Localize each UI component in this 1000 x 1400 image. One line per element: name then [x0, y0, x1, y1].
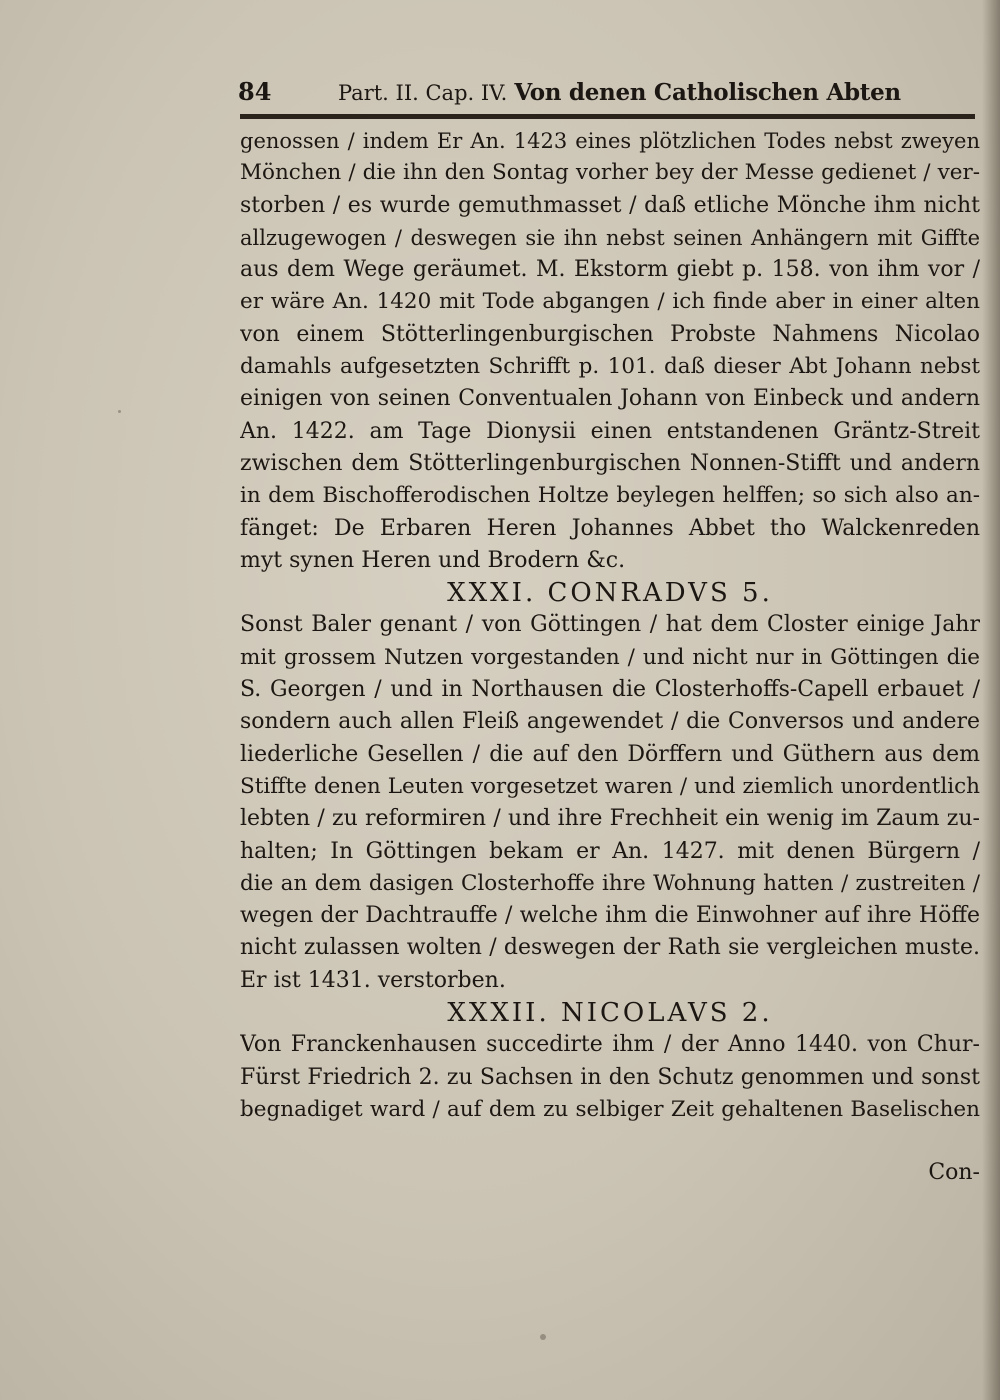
- text-line: sondern auch allen Fleiß angewendet / die Conversos und andere: [240, 709, 980, 735]
- paragraph-continuation: [240, 125, 980, 577]
- text-line: wegen der Dachtrauffe / welche ihm die Einwohner auf ihre Höffe: [240, 903, 980, 929]
- text-line: nicht zulassen wolten / deswegen der Rath sie vergleichen muste.: [240, 935, 980, 961]
- text-line: liederliche Gesellen / die auf den Dörffern und Güthern aus dem: [240, 741, 980, 767]
- text-line: Fürst Friedrich 2. zu Sachsen in den Schutz genommen und sonst: [240, 1064, 980, 1090]
- text-line: Er ist 1431. verstorben.: [240, 967, 506, 993]
- text-line: An. 1422. am Tage Dionysii einen entstandenen Gräntz-Streit: [240, 418, 980, 444]
- text-line: er wäre An. 1420 mit Tode abgangen / ich finde aber in einer alten: [240, 289, 980, 315]
- catchword: Con-: [928, 1160, 980, 1185]
- running-title: Part. II. Cap. IV.: [338, 81, 508, 105]
- text-line: aus dem Wege geräumet. M. Ekstorm giebt p. 158. von ihm vor /: [240, 257, 980, 283]
- paper-speck: [118, 410, 121, 413]
- text-line: storben / es wurde gemuthmasset / daß etliche Mönche ihm nicht: [240, 192, 980, 218]
- text-line: genossen / indem Er An. 1423 eines plötzlichen Todes nebst zweyen: [240, 129, 980, 153]
- paragraph-conradus: [240, 609, 980, 997]
- text-line: die an dem dasigen Closterhoffe ihre Wohnung hatten / zustreiten /: [240, 870, 980, 896]
- text-line: halten; In Göttingen bekam er An. 1427. mit denen Bürgern /: [240, 838, 980, 864]
- text-line: einigen von seinen Conventualen Johann von Einbeck und andern: [240, 386, 980, 412]
- section-heading-nicolaus: XXXII. NICOLAVS 2.: [447, 998, 773, 1029]
- running-title-fraktur: Von denen Catholischen Abten: [514, 79, 901, 106]
- page-number: 84: [238, 77, 272, 106]
- page-edge-shadow: [982, 0, 1000, 1400]
- text-line: von einem Stötterlingenburgischen Probste Nahmens Nicolao: [240, 321, 980, 347]
- paragraph-nicolaus: [240, 1029, 980, 1126]
- text-line: damahls aufgesetzten Schrifft p. 101. daß dieser Abt Johann nebst: [240, 354, 980, 380]
- text-line: zwischen dem Stötterlingenburgischen Nonnen-Stifft und andern: [240, 450, 980, 476]
- text-line: Von Franckenhausen succedirte ihm / der Anno 1440. von Chur-: [240, 1032, 980, 1058]
- text-line: begnadiget ward / auf dem zu selbiger Zeit gehaltenen Baselischen: [240, 1096, 980, 1122]
- text-line: S. Georgen / und in Northausen die Closterhoffs-Capell erbauet /: [240, 677, 980, 703]
- section-heading-conradus: XXXI. CONRADVS 5.: [447, 578, 773, 609]
- header-rule: [240, 114, 975, 119]
- text-line: Stiffte denen Leuten vorgesetzet waren / und ziemlich unordentlich: [240, 773, 980, 799]
- text-line: Mönchen / die ihn den Sontag vorher bey der Messe gedienet / ver-: [240, 160, 980, 186]
- text-line: Sonst Baler genant / von Göttingen / hat dem Closter einige Jahr: [240, 612, 980, 638]
- text-line: in dem Bischofferodischen Holtze beylegen helffen; so sich also an-: [240, 483, 980, 509]
- text-line: allzugewogen / deswegen sie ihn nebst seinen Anhängern mit Giffte: [240, 225, 980, 250]
- paper-speck: [540, 1334, 546, 1340]
- text-line: mit grossem Nutzen vorgestanden / und nicht nur in Göttingen die: [240, 644, 980, 670]
- text-line: myt synen Heren und Brodern &c.: [240, 547, 626, 573]
- page-body: [240, 125, 980, 1126]
- page-header: [238, 72, 978, 112]
- text-line: lebten / zu reformiren / und ihre Frechheit ein wenig im Zaum zu-: [240, 806, 980, 832]
- text-line: fänget: De Erbaren Heren Johannes Abbet tho Walckenreden: [240, 515, 980, 541]
